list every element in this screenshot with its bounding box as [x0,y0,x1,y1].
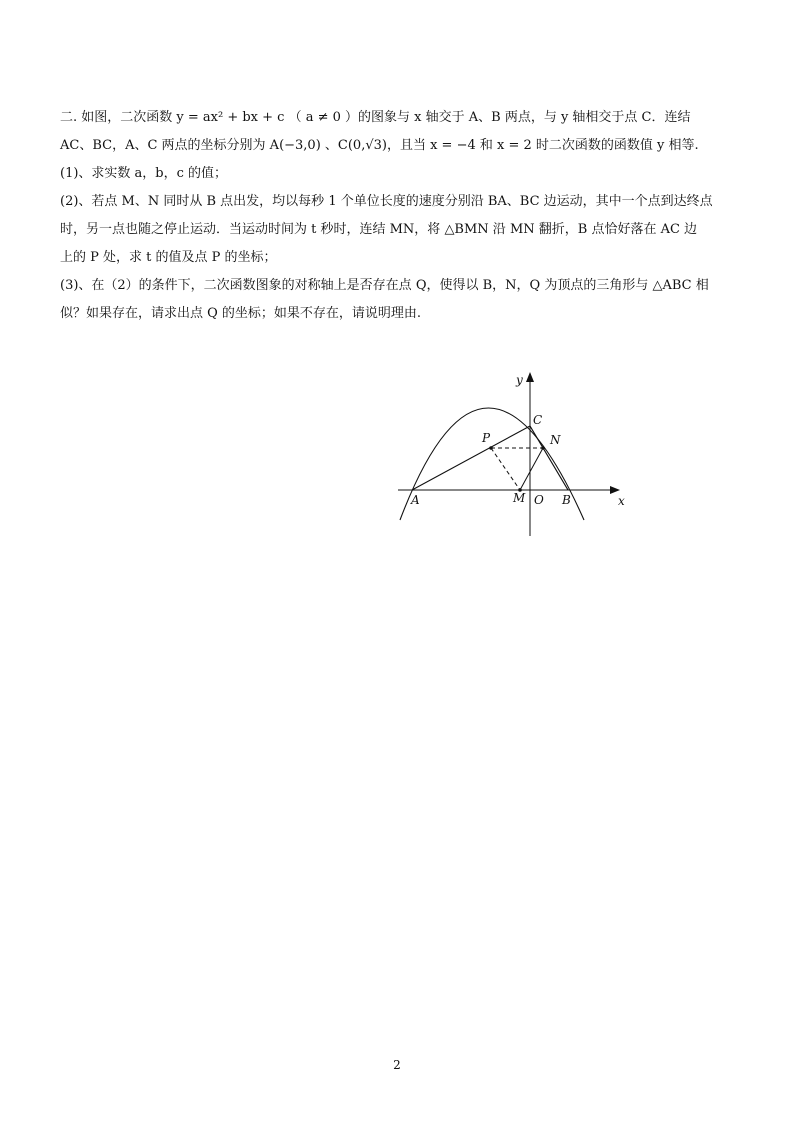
geometry-figure [390,364,650,544]
label-y: y [516,373,523,387]
label-B: B [562,493,571,507]
page-number: 2 [393,1058,401,1072]
point-N [541,446,545,450]
problem-text [60,104,748,328]
segment-AC [412,426,530,490]
problem-line-1: 二. 如图，二次函数 y = ax² + bx + c （ a ≠ 0 ）的图象与 x 轴交于 A、B 两点，与 y 轴相交于点 C．连结 [60,110,691,125]
question-2-line-2: 时，另一点也随之停止运动．当运动时间为 t 秒时，连结 MN，将 △BMN 沿 MN 翻折，B 点恰好落在 AC 边 [60,222,698,237]
y-axis-arrow [526,372,534,382]
question-3-line-2: 似？如果存在，请求出点 Q 的坐标；如果不存在，请说明理由. [60,306,422,321]
label-O: O [534,493,544,507]
label-A: A [411,493,420,507]
label-C: C [533,413,543,427]
x-axis-arrow [610,486,620,494]
question-2-line-3: 上的 P 处，求 t 的值及点 P 的坐标； [60,250,277,265]
label-P: P [482,431,491,445]
parabola-diagram [390,364,650,544]
point-P [489,446,493,450]
problem-line-2: AC、BC，A、C 两点的坐标分别为 A(−3,0) 、C(0,√3)，且当 x = −4 和 x = 2 时二次函数的函数值 y 相等. [60,138,699,153]
segment-PM-dashed [491,448,520,490]
segment-CB [530,426,568,490]
label-N: N [550,433,561,447]
question-1: (1)、求实数 a，b，c 的值； [60,166,228,181]
question-2-line-1: (2)、若点 M、N 同时从 B 点出发，均以每秒 1 个单位长度的速度分别沿 BA、BC 边运动，其中一个点到达终点 [60,194,713,209]
parabola-curve [400,408,584,520]
label-x: x [618,494,625,508]
segment-MN [520,448,543,490]
label-M: M [513,491,526,505]
question-3-line-1: (3)、在（2）的条件下，二次函数图象的对称轴上是否存在点 Q，使得以 B，N，Q 为顶点的三角形与 △ABC 相 [60,278,709,293]
